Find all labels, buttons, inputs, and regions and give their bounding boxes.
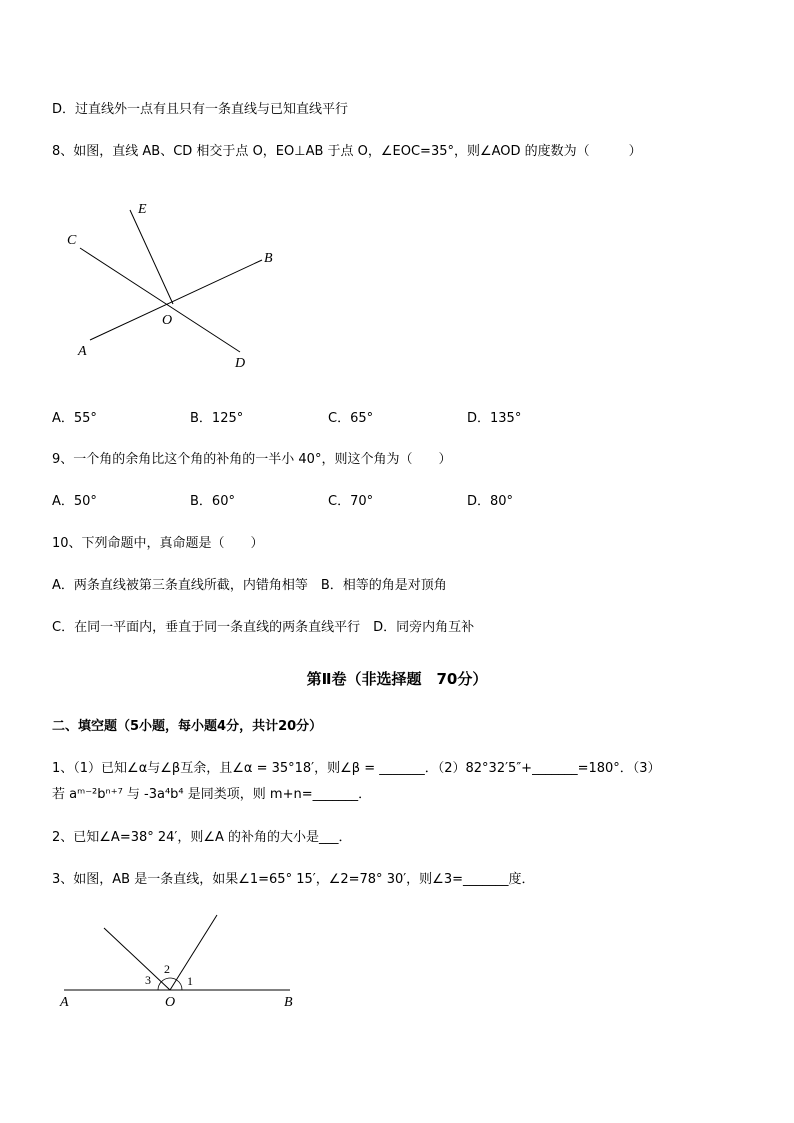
q10-options-row2: C．在同一平面内，垂直于同一条直线的两条直线平行 D．同旁内角互补	[52, 620, 475, 635]
q8-option-b: B．125°	[190, 411, 244, 426]
fill3-stem: 3、如图，AB 是一条直线，如果∠1=65° 15′，∠2=78° 30′，则∠3=_______度．	[52, 872, 535, 887]
q8-figure	[52, 195, 292, 380]
q9-stem: 9、一个角的余角比这个角的补角的一半小 40°，则这个角为（ ）	[52, 452, 452, 467]
ray-right	[170, 915, 217, 990]
part2-title: 第Ⅱ卷（非选择题 70分）	[306, 670, 488, 688]
q8-stem: 8、如图，直线 AB、CD 相交于点 O，EO⊥AB 于点 O，∠EOC=35°，则∠AOD 的度数为（ ）	[52, 144, 642, 159]
q8-option-d: D．135°	[467, 411, 522, 426]
fill1-line1: 1、（1）已知∠α与∠β互余，且∠α = 35°18′，则∠β = _______．（2）82°32′5″+_______=180°．（3）	[52, 761, 661, 776]
q7-option-d: D．过直线外一点有且只有一条直线与已知直线平行	[52, 102, 349, 117]
fill3-figure	[52, 910, 312, 1010]
q10-options-row1: A．两条直线被第三条直线所截，内错角相等 B．相等的角是对顶角	[52, 578, 447, 593]
label-a: A	[78, 344, 87, 359]
label-o: O	[162, 313, 173, 328]
ray-left	[104, 928, 170, 990]
label-e: E	[138, 202, 147, 217]
label-c: C	[67, 233, 77, 248]
label-b: B	[264, 251, 273, 266]
q9-option-a: A．50°	[52, 494, 97, 509]
q9-option-c: C．70°	[328, 494, 374, 509]
angle-label-1: 1	[187, 974, 193, 988]
angle-arc-2	[161, 978, 176, 982]
angle-label-3: 3	[145, 973, 151, 987]
q8-option-c: C．65°	[328, 411, 374, 426]
q8-option-a: A．55°	[52, 411, 97, 426]
ray-oe	[130, 210, 173, 304]
angle-arc-1	[176, 980, 182, 990]
section-heading: 二、填空题（5小题，每小题4分，共计20分）	[52, 719, 323, 734]
q10-stem: 10、下列命题中，真命题是（ ）	[52, 536, 264, 551]
label-a-2: A	[60, 995, 69, 1010]
fill2-stem: 2、已知∠A=38° 24′，则∠A 的补角的大小是___．	[52, 830, 352, 845]
q9-option-b: B．60°	[190, 494, 235, 509]
q9-option-d: D．80°	[467, 494, 514, 509]
line-cd	[80, 248, 240, 352]
label-d: D	[235, 356, 246, 371]
angle-arc-3	[158, 982, 161, 990]
angle-label-2: 2	[164, 962, 170, 976]
label-b-2: B	[284, 995, 293, 1010]
line-ab	[90, 260, 262, 340]
fill1-line2: 若 aᵐ⁻²bⁿ⁺⁷ 与 -3a⁴b⁴ 是同类项，则 m+n=_______．	[52, 787, 372, 802]
label-o-2: O	[165, 995, 176, 1010]
